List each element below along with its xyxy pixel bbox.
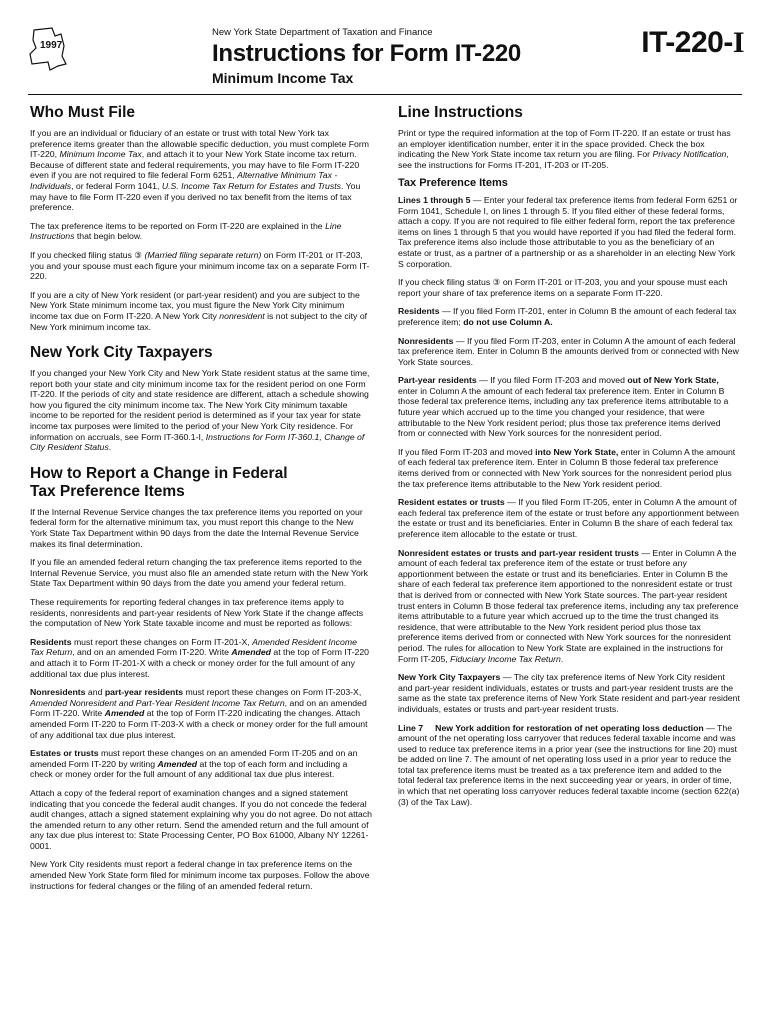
resident-estates-trusts-paragraph: Resident estates or trusts — If you filed Form IT-205, enter in Column A the amount of each federal tax preference item of the estate or trust before any apportionment between the estate or trust and its beneficiaries. Enter in Column B the share of each federal tax preference item allocable to the estate or trust.: [398, 497, 739, 539]
department-name: New York State Department of Taxation and Finance: [212, 27, 433, 38]
line-instructions-paragraph: Print or type the required information at the top of Form IT-220. If an estate or trust has an employer identification number, enter it in the space provided. Check the box indicating the New York State income tax return you are filing. For Privacy Notification, see the instructions for Forms IT-201, IT-203 or IT-205.: [398, 128, 731, 170]
nyc-taxpayers-heading: New York City Taxpayers: [30, 344, 213, 362]
report-change-heading: How to Report a Change in Federal Tax Preference Items: [30, 464, 288, 500]
nonresidents-line-paragraph: Nonresidents — If you filed Form IT-203, enter in Column A the amount of each federal tax preference item. Enter in Column B the amounts derived from or connected with New York State sources.: [398, 335, 739, 367]
form-number-suffix: I: [732, 26, 744, 59]
report-change-paragraph-1: If the Internal Revenue Service changes the tax preference items you reported on your federal form for the alternative minimum tax, you must report this change to the New York State Tax Department within 90 days from the date the Internal Revenue Service makes its final determination.: [30, 506, 363, 549]
report-change-paragraph-2: If you file an amended federal return changing the tax preference items reported to the Internal Revenue Service, you must also file an amended state return with the New York State Tax Department within 90 days from the date you amend your federal return.: [30, 557, 369, 589]
form-header: [0, 0, 770, 100]
who-must-file-heading: Who Must File: [30, 104, 136, 121]
line-instructions-heading: Line Instructions: [398, 104, 523, 121]
line-7-paragraph: Line 7 New York addition for restoration of net operating loss deduction — The amount of the net operating loss carryover that reduces federal taxable income and was used to reduce tax preference items in a prior year (see the instructions for line 20) must be added on line 7. The amount of net operating loss used in a prior year to reduce the total tax preference items must be treated as a tax preference item and added to the total federal tax preference items in the next succeeding year or years, in order of time, in which that net operating loss carryover reduces federal taxable income (section 622(a)(3) of the Tax Law).: [398, 722, 740, 807]
filing-status-paragraph: If you check filing status ③ on Form IT-201 or IT-203, you and your spouse must each report your share of tax preference items on a separate Form IT-220.: [398, 277, 728, 298]
who-must-file-paragraph-2: The tax preference items to be reported on Form IT-220 are explained in the Line Instructions that begin below.: [30, 220, 342, 242]
tax-preference-items-heading: Tax Preference Items: [398, 177, 508, 190]
nonresidents-paragraph: Nonresidents and part-year residents must report these changes on Form IT-203-X, Amended Nonresident and Part-Year Resident Income Tax Return, and on an amended Form IT-220. Write Amended at the top of Form IT-220 indicating the changes. Attach amended Form IT-220 to Form IT-203-X with a check or money order for the full amount of any additional tax due plus interest.: [30, 687, 368, 740]
who-must-file-paragraph-4: If you are a city of New York resident (or part-year resident) and you are subject to the New York State minimum income tax, you must figure the New York City minimum income tax due on Form IT-220. A New York City nonresident is not subject to the city of New York minimum income tax.: [30, 289, 368, 332]
who-must-file-paragraph-1: If you are an individual or fiduciary of an estate or trust with total New York tax preference items greater than the allowable specific deduction, you must complete Form IT-220, Minimum Income Tax, and attach it to your New York State income tax return. Because of different state and federal requirements, you may have to file Form IT-220 even if you are not required to file federal Form 6251, Alternative Minimum Tax - Individuals, or federal Form 1041, U.S. Income Tax Return for Estates and Trusts. You may have to file Form IT-220 even if you derived no tax benefit from the items of tax preference.: [30, 128, 369, 213]
page-title: Instructions for Form IT-220: [212, 40, 521, 67]
left-column: [30, 104, 372, 899]
residents-paragraph: Residents must report these changes on Form IT-201-X, Amended Resident Income Tax Return, and on an amended Form IT-220. Write Amended at the top of Form IT-220 and attach it to Form IT-201-X with a check or money order for the full amount of any additional tax due plus interest.: [30, 636, 370, 679]
moved-into-nys-paragraph: If you filed Form IT-203 and moved into New York State, enter in Column A the amount of each federal tax preference item. Enter in Column B those federal tax preference items derived from or connected with New York sources for the nonresident period plus the tax preference items attributable to the New York resident period.: [398, 446, 736, 489]
form-number: [641, 26, 744, 60]
nonresident-estates-trusts-paragraph: Nonresident estates or trusts and part-year resident trusts — Enter in Column A the amount of each federal tax preference item of the estate or trust before any apportionment between the estate or trust and its beneficiaries. Enter in Column B the share of each federal tax preference item apportioned to the nonresident estate or trust that is derived from or connected with New York State sources. The part-year resident trust enters in Column B those federal tax preference items, including any tax preference items attributable to a future year which accrued up to the time the trust changed its residence, that were attributable to the New York resident period plus those tax preference items derived from or connected with New York sources for the nonresident period. The rules for allocation to New York State are explained in the instructions for Form IT-205, Fiduciary Income Tax Return.: [398, 547, 739, 664]
who-must-file-paragraph-3: If you checked filing status ③ (Married filing separate return) on Form IT-201 or IT-203, you and your spouse must each figure your minimum income tax on a separate Form IT-220.: [30, 249, 370, 282]
attach-copy-paragraph: Attach a copy of the federal report of examination changes and a signed statement indicating that you concede the federal audit changes. If you do not concede the federal audit changes, attach a signed statement explaining why you do not agree. Do not attach the amended return to any other return. Send the amended return and the full amount of any tax due plus interest to: State Processing Center, PO Box 61000, Albany NY 12261-0001.: [30, 787, 372, 851]
page-subtitle: Minimum Income Tax: [212, 70, 354, 86]
part-year-residents-paragraph: Part-year residents — If you filed Form IT-203 and moved out of New York State, enter in Column A the amount of each federal tax preference item. Enter in Column B those federal tax preference items, including any tax preference items attributable to a future year which accrued up to the time you changed your residence, that were attributable to the New York resident period; plus those tax preference items derived from or connected with New York sources for the nonresident period.: [398, 375, 729, 439]
nyc-taxpayers-line-paragraph: New York City Taxpayers — The city tax preference items of New York City resident and part-year resident individuals, estates or trusts and part-year resident trusts are the same as the state tax preference items of New York State resident and part-year resident individuals, estates or trusts and part-year resident trusts.: [398, 672, 740, 714]
report-change-paragraph-3: These requirements for reporting federal changes in tax preference items apply to residents, nonresidents and part-year residents of New York State if the change affects the computation of New York State taxable income and must be reported as follows:: [30, 597, 364, 629]
residents-line-paragraph: Residents — If you filed Form IT-201, enter in Column B the amount of each federal tax preference item; do not use Column A.: [398, 306, 737, 327]
nyc-taxpayers-paragraph: If you changed your New York City and New York State resident status at the same time, report both your state and city minimum income tax for the resident period on one Form IT-220. If the periods of city and state residence are different, attach a schedule showing how you figured the city minimum income tax. The New York City minimum taxable income to be reported for the resident period is determined as if your tax year for state income tax purposes were limited to the period of your New York City residence. For information on accruals, see Form IT-360.1-I, Instructions for Form IT-360.1, Change of City Resident Status.: [30, 368, 370, 453]
header-divider: [28, 94, 742, 95]
form-number-main: IT-220-: [641, 26, 733, 59]
nyc-residents-paragraph: New York City residents must report a federal change in tax preference items on the amended New York State form filed for minimum income tax purposes. Follow the above instructions for federal changes or the filing of an amended federal return.: [30, 859, 370, 891]
right-column: [398, 104, 740, 815]
estates-trusts-paragraph: Estates or trusts must report these changes on an amended Form IT-205 and on an amended Form IT-220 by writing Amended at the top of each form and including a check or money order for the full amount of any additional tax due plus interest.: [30, 748, 358, 780]
form-year: 1997: [40, 40, 63, 51]
lines-1-5-paragraph: Lines 1 through 5 — Enter your federal tax preference items from federal Form 6251 or Form 1041, Schedule I, on lines 1 through 5. If you filed either of these federal forms, attach a copy. If you are not required to file either federal form, report the tax preference items on lines 1 through 5 that you would have reported if you had filed the federal form. Tax preference items also include those attributable to you as the beneficiary of an estate or trust, as a partner of a partnership or as a shareholder in an electing New York S corporation.: [398, 194, 738, 269]
